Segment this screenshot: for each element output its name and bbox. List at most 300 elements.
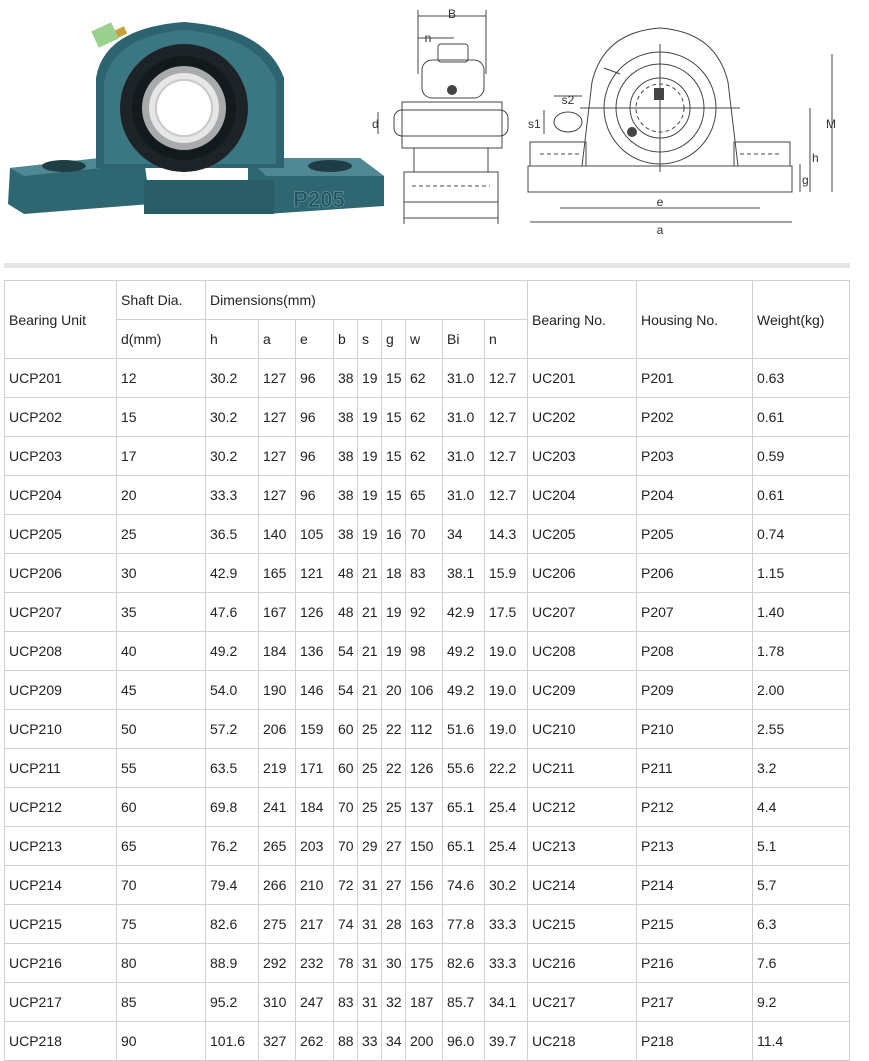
table-cell: 206 xyxy=(259,710,296,749)
table-cell: P201 xyxy=(637,359,753,398)
table-cell: 232 xyxy=(296,944,334,983)
col-dim-bi: Bi xyxy=(443,320,485,359)
table-cell: 127 xyxy=(259,476,296,515)
table-cell: 82.6 xyxy=(206,905,259,944)
table-cell: 77.8 xyxy=(443,905,485,944)
table-cell: 60 xyxy=(334,749,358,788)
table-cell: 0.61 xyxy=(753,476,850,515)
table-cell: 65 xyxy=(406,476,443,515)
table-cell: 32 xyxy=(382,983,406,1022)
table-cell: 19 xyxy=(358,437,382,476)
col-dim-a: a xyxy=(259,320,296,359)
table-cell: 126 xyxy=(296,593,334,632)
table-cell: 21 xyxy=(358,632,382,671)
table-cell: 98 xyxy=(406,632,443,671)
table-cell: UC215 xyxy=(528,905,637,944)
col-dim-e: e xyxy=(296,320,334,359)
table-cell: UC210 xyxy=(528,710,637,749)
table-cell: 19 xyxy=(382,593,406,632)
table-cell: 20 xyxy=(382,671,406,710)
col-dimensions: Dimensions(mm) xyxy=(206,281,528,320)
table-cell: 33 xyxy=(358,1022,382,1061)
table-cell: 101.6 xyxy=(206,1022,259,1061)
table-cell: P203 xyxy=(637,437,753,476)
table-cell: 88.9 xyxy=(206,944,259,983)
table-cell: 65 xyxy=(117,827,206,866)
table-cell: 165 xyxy=(259,554,296,593)
table-cell: UCP209 xyxy=(5,671,117,710)
table-cell: P218 xyxy=(637,1022,753,1061)
table-cell: 55 xyxy=(117,749,206,788)
table-cell: UCP214 xyxy=(5,866,117,905)
table-cell: P211 xyxy=(637,749,753,788)
housing-marking: P205 xyxy=(293,187,345,212)
table-cell: 83 xyxy=(334,983,358,1022)
table-cell: 19 xyxy=(358,476,382,515)
table-cell: 45 xyxy=(117,671,206,710)
table-cell: 171 xyxy=(296,749,334,788)
table-cell: 0.59 xyxy=(753,437,850,476)
table-cell: UCP217 xyxy=(5,983,117,1022)
table-cell: UCP206 xyxy=(5,554,117,593)
label-s2: s2 xyxy=(561,93,575,107)
table-cell: 82.6 xyxy=(443,944,485,983)
table-row xyxy=(5,671,850,710)
table-cell: 2.00 xyxy=(753,671,850,710)
table-cell: P209 xyxy=(637,671,753,710)
table-cell: UC208 xyxy=(528,632,637,671)
table-cell: 38 xyxy=(334,476,358,515)
table-cell: 1.40 xyxy=(753,593,850,632)
table-row xyxy=(5,593,850,632)
table-cell: 31.0 xyxy=(443,437,485,476)
table-cell: 25 xyxy=(382,788,406,827)
col-dim-h: h xyxy=(206,320,259,359)
table-cell: 19 xyxy=(358,359,382,398)
table-cell: 62 xyxy=(406,398,443,437)
label-d: d xyxy=(372,117,379,131)
table-row xyxy=(5,944,850,983)
table-cell: 156 xyxy=(406,866,443,905)
table-cell: 12.7 xyxy=(485,359,528,398)
label-M: M xyxy=(826,117,836,131)
table-cell: UC211 xyxy=(528,749,637,788)
table-cell: UCP218 xyxy=(5,1022,117,1061)
table-cell: UCP204 xyxy=(5,476,117,515)
table-cell: P207 xyxy=(637,593,753,632)
table-cell: 95.2 xyxy=(206,983,259,1022)
label-h: h xyxy=(812,151,819,165)
table-cell: 262 xyxy=(296,1022,334,1061)
table-cell: 187 xyxy=(406,983,443,1022)
table-cell: 48 xyxy=(334,554,358,593)
table-cell: P212 xyxy=(637,788,753,827)
col-dim-g: g xyxy=(382,320,406,359)
table-cell: 266 xyxy=(259,866,296,905)
table-cell: 42.9 xyxy=(443,593,485,632)
table-cell: P214 xyxy=(637,866,753,905)
table-cell: P217 xyxy=(637,983,753,1022)
table-cell: UC214 xyxy=(528,866,637,905)
table-cell: 327 xyxy=(259,1022,296,1061)
table-cell: 163 xyxy=(406,905,443,944)
table-cell: 65.1 xyxy=(443,788,485,827)
table-cell: 190 xyxy=(259,671,296,710)
table-row xyxy=(5,749,850,788)
table-cell: 21 xyxy=(358,593,382,632)
table-cell: 50 xyxy=(117,710,206,749)
table-row xyxy=(5,398,850,437)
label-e: e xyxy=(656,195,664,209)
table-cell: 96 xyxy=(296,398,334,437)
table-cell: UCP205 xyxy=(5,515,117,554)
table-cell: 70 xyxy=(406,515,443,554)
table-cell: 27 xyxy=(382,827,406,866)
table-cell: 42.9 xyxy=(206,554,259,593)
table-row xyxy=(5,788,850,827)
header-row-1 xyxy=(5,281,850,320)
spec-body xyxy=(5,359,850,1061)
table-cell: 159 xyxy=(296,710,334,749)
table-cell: UC204 xyxy=(528,476,637,515)
table-cell: 17 xyxy=(117,437,206,476)
table-cell: 38.1 xyxy=(443,554,485,593)
table-cell: 30 xyxy=(117,554,206,593)
table-cell: 70 xyxy=(117,866,206,905)
table-cell: 83 xyxy=(406,554,443,593)
table-cell: P213 xyxy=(637,827,753,866)
table-cell: 40 xyxy=(117,632,206,671)
table-cell: 22 xyxy=(382,749,406,788)
label-g: g xyxy=(802,173,809,187)
table-cell: 25.4 xyxy=(485,788,528,827)
table-cell: 51.6 xyxy=(443,710,485,749)
table-cell: 25.4 xyxy=(485,827,528,866)
table-cell: 78 xyxy=(334,944,358,983)
table-cell: 2.55 xyxy=(753,710,850,749)
table-cell: UCP202 xyxy=(5,398,117,437)
label-s1: s1 xyxy=(528,117,541,131)
table-cell: 30.2 xyxy=(485,866,528,905)
table-cell: 106 xyxy=(406,671,443,710)
table-row xyxy=(5,632,850,671)
table-cell: P206 xyxy=(637,554,753,593)
table-cell: 203 xyxy=(296,827,334,866)
col-shaft-dia: Shaft Dia. xyxy=(117,281,206,320)
label-n: n xyxy=(424,31,432,45)
table-cell: 31 xyxy=(358,944,382,983)
table-cell: 96 xyxy=(296,437,334,476)
table-cell: 30.2 xyxy=(206,398,259,437)
table-row xyxy=(5,866,850,905)
table-cell: 85 xyxy=(117,983,206,1022)
table-cell: UC206 xyxy=(528,554,637,593)
col-shaft-sub: d(mm) xyxy=(117,320,206,359)
table-cell: 167 xyxy=(259,593,296,632)
table-cell: 29 xyxy=(358,827,382,866)
table-row xyxy=(5,710,850,749)
table-cell: UCP208 xyxy=(5,632,117,671)
table-cell: 48 xyxy=(334,593,358,632)
table-cell: 0.74 xyxy=(753,515,850,554)
table-cell: UC207 xyxy=(528,593,637,632)
table-cell: UCP203 xyxy=(5,437,117,476)
table-cell: UCP215 xyxy=(5,905,117,944)
table-cell: 17.5 xyxy=(485,593,528,632)
table-cell: 55.6 xyxy=(443,749,485,788)
table-cell: UCP207 xyxy=(5,593,117,632)
label-B: B xyxy=(447,7,457,21)
table-cell: 54 xyxy=(334,632,358,671)
table-cell: 136 xyxy=(296,632,334,671)
table-cell: 31.0 xyxy=(443,359,485,398)
table-cell: 21 xyxy=(358,554,382,593)
table-cell: 5.1 xyxy=(753,827,850,866)
col-dim-s: s xyxy=(358,320,382,359)
col-dim-n: n xyxy=(485,320,528,359)
table-cell: 1.15 xyxy=(753,554,850,593)
table-cell: 241 xyxy=(259,788,296,827)
table-cell: P205 xyxy=(637,515,753,554)
front-view-drawing xyxy=(520,24,850,238)
table-cell: 34.1 xyxy=(485,983,528,1022)
table-cell: 30.2 xyxy=(206,359,259,398)
table-cell: UC217 xyxy=(528,983,637,1022)
table-cell: 47.6 xyxy=(206,593,259,632)
table-cell: 121 xyxy=(296,554,334,593)
product-figure xyxy=(0,0,869,262)
table-cell: 15 xyxy=(382,398,406,437)
table-cell: 127 xyxy=(259,437,296,476)
table-cell: 38 xyxy=(334,437,358,476)
divider xyxy=(4,263,850,268)
table-cell: 7.6 xyxy=(753,944,850,983)
col-bearing-no: Bearing No. xyxy=(528,281,637,359)
table-cell: 34 xyxy=(382,1022,406,1061)
table-cell: UC203 xyxy=(528,437,637,476)
table-cell: 49.2 xyxy=(443,632,485,671)
table-cell: P208 xyxy=(637,632,753,671)
table-cell: 14.3 xyxy=(485,515,528,554)
table-cell: 140 xyxy=(259,515,296,554)
table-cell: 38 xyxy=(334,359,358,398)
table-cell: P216 xyxy=(637,944,753,983)
table-cell: 12 xyxy=(117,359,206,398)
label-a: a xyxy=(656,223,664,237)
table-cell: 35 xyxy=(117,593,206,632)
table-cell: 25 xyxy=(117,515,206,554)
table-cell: 70 xyxy=(334,827,358,866)
table-cell: 49.2 xyxy=(206,632,259,671)
table-cell: 49.2 xyxy=(443,671,485,710)
table-cell: 15.9 xyxy=(485,554,528,593)
table-cell: 65.1 xyxy=(443,827,485,866)
side-view-drawing xyxy=(368,4,520,238)
table-cell: 19 xyxy=(358,515,382,554)
table-cell: 12.7 xyxy=(485,398,528,437)
table-cell: 310 xyxy=(259,983,296,1022)
table-cell: 72 xyxy=(334,866,358,905)
table-cell: 80 xyxy=(117,944,206,983)
table-row xyxy=(5,515,850,554)
table-cell: 27 xyxy=(382,866,406,905)
table-cell: UC212 xyxy=(528,788,637,827)
table-cell: 247 xyxy=(296,983,334,1022)
table-cell: P215 xyxy=(637,905,753,944)
table-cell: 184 xyxy=(296,788,334,827)
table-cell: 275 xyxy=(259,905,296,944)
table-cell: UC216 xyxy=(528,944,637,983)
table-row xyxy=(5,437,850,476)
table-cell: UC202 xyxy=(528,398,637,437)
table-cell: 12.7 xyxy=(485,437,528,476)
table-cell: UC201 xyxy=(528,359,637,398)
table-cell: 74 xyxy=(334,905,358,944)
table-cell: 3.2 xyxy=(753,749,850,788)
table-cell: 200 xyxy=(406,1022,443,1061)
bearing-photo xyxy=(4,8,388,218)
col-dim-b: b xyxy=(334,320,358,359)
table-cell: 62 xyxy=(406,437,443,476)
col-weight: Weight(kg) xyxy=(753,281,850,359)
table-cell: 70 xyxy=(334,788,358,827)
table-cell: 217 xyxy=(296,905,334,944)
table-cell: 25 xyxy=(358,788,382,827)
table-row xyxy=(5,827,850,866)
table-cell: 36.5 xyxy=(206,515,259,554)
table-cell: 12.7 xyxy=(485,476,528,515)
table-cell: 292 xyxy=(259,944,296,983)
table-cell: P210 xyxy=(637,710,753,749)
table-cell: 38 xyxy=(334,398,358,437)
table-cell: 30 xyxy=(382,944,406,983)
table-cell: 22.2 xyxy=(485,749,528,788)
table-cell: UCP212 xyxy=(5,788,117,827)
table-cell: 146 xyxy=(296,671,334,710)
table-row xyxy=(5,905,850,944)
table-cell: 150 xyxy=(406,827,443,866)
table-cell: P202 xyxy=(637,398,753,437)
table-cell: 90 xyxy=(117,1022,206,1061)
table-cell: 85.7 xyxy=(443,983,485,1022)
table-cell: 9.2 xyxy=(753,983,850,1022)
table-cell: 127 xyxy=(259,398,296,437)
table-row xyxy=(5,476,850,515)
table-cell: 11.4 xyxy=(753,1022,850,1061)
table-cell: 96 xyxy=(296,359,334,398)
table-cell: 69.8 xyxy=(206,788,259,827)
table-row xyxy=(5,983,850,1022)
table-cell: P204 xyxy=(637,476,753,515)
table-cell: 15 xyxy=(382,359,406,398)
table-cell: UC205 xyxy=(528,515,637,554)
table-cell: 34 xyxy=(443,515,485,554)
table-cell: 30.2 xyxy=(206,437,259,476)
table-cell: 5.7 xyxy=(753,866,850,905)
table-cell: 19.0 xyxy=(485,710,528,749)
table-cell: 28 xyxy=(382,905,406,944)
table-cell: 21 xyxy=(358,671,382,710)
table-cell: 15 xyxy=(382,476,406,515)
table-cell: 75 xyxy=(117,905,206,944)
table-cell: UCP213 xyxy=(5,827,117,866)
table-cell: 60 xyxy=(117,788,206,827)
table-row xyxy=(5,359,850,398)
table-cell: 25 xyxy=(358,710,382,749)
spec-table xyxy=(4,280,850,1061)
table-cell: 96 xyxy=(296,476,334,515)
table-cell: 31.0 xyxy=(443,476,485,515)
table-cell: 39.7 xyxy=(485,1022,528,1061)
table-cell: 19 xyxy=(382,632,406,671)
table-cell: 15 xyxy=(117,398,206,437)
table-cell: 33.3 xyxy=(485,905,528,944)
table-cell: 19.0 xyxy=(485,632,528,671)
table-row xyxy=(5,554,850,593)
table-cell: 38 xyxy=(334,515,358,554)
table-cell: 33.3 xyxy=(485,944,528,983)
table-cell: 18 xyxy=(382,554,406,593)
table-row xyxy=(5,1022,850,1061)
col-housing-no: Housing No. xyxy=(637,281,753,359)
col-dim-w: w xyxy=(406,320,443,359)
table-cell: 1.78 xyxy=(753,632,850,671)
table-cell: 57.2 xyxy=(206,710,259,749)
table-cell: 4.4 xyxy=(753,788,850,827)
table-cell: 54 xyxy=(334,671,358,710)
table-cell: 19.0 xyxy=(485,671,528,710)
table-cell: 219 xyxy=(259,749,296,788)
table-cell: UCP216 xyxy=(5,944,117,983)
table-cell: UCP210 xyxy=(5,710,117,749)
table-cell: 19 xyxy=(358,398,382,437)
table-cell: 265 xyxy=(259,827,296,866)
table-cell: 88 xyxy=(334,1022,358,1061)
table-cell: 60 xyxy=(334,710,358,749)
table-cell: UCP201 xyxy=(5,359,117,398)
table-cell: 63.5 xyxy=(206,749,259,788)
table-cell: 126 xyxy=(406,749,443,788)
table-cell: 92 xyxy=(406,593,443,632)
table-cell: 175 xyxy=(406,944,443,983)
table-cell: 74.6 xyxy=(443,866,485,905)
table-cell: 33.3 xyxy=(206,476,259,515)
table-cell: 96.0 xyxy=(443,1022,485,1061)
table-cell: 6.3 xyxy=(753,905,850,944)
table-cell: UC213 xyxy=(528,827,637,866)
col-bearing-unit: Bearing Unit xyxy=(5,281,117,359)
table-cell: 62 xyxy=(406,359,443,398)
table-cell: 31 xyxy=(358,905,382,944)
table-cell: 112 xyxy=(406,710,443,749)
table-cell: UCP211 xyxy=(5,749,117,788)
table-cell: 127 xyxy=(259,359,296,398)
table-cell: 25 xyxy=(358,749,382,788)
table-cell: 79.4 xyxy=(206,866,259,905)
table-cell: 137 xyxy=(406,788,443,827)
table-cell: 16 xyxy=(382,515,406,554)
table-cell: 184 xyxy=(259,632,296,671)
table-cell: 31 xyxy=(358,866,382,905)
table-cell: 15 xyxy=(382,437,406,476)
table-cell: 0.61 xyxy=(753,398,850,437)
table-cell: 20 xyxy=(117,476,206,515)
table-cell: 0.63 xyxy=(753,359,850,398)
table-cell: 54.0 xyxy=(206,671,259,710)
table-cell: UC218 xyxy=(528,1022,637,1061)
table-cell: 76.2 xyxy=(206,827,259,866)
table-cell: 105 xyxy=(296,515,334,554)
